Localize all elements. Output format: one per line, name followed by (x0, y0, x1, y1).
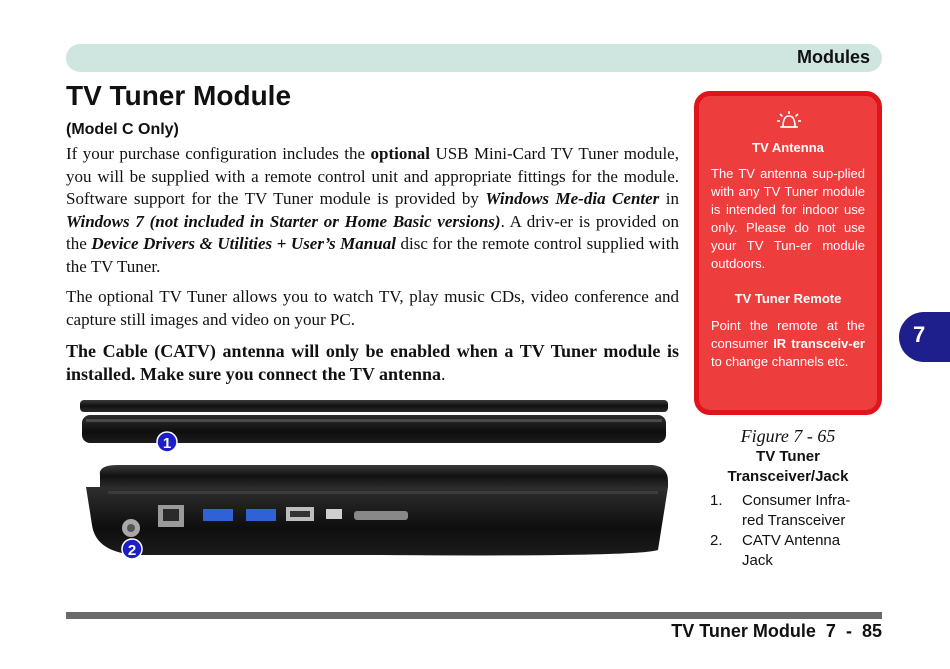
chapter-tab[interactable] (899, 312, 950, 362)
usb-port (246, 509, 276, 521)
laptop-side-view (86, 465, 668, 555)
footer-chapter: 7 (825, 621, 836, 641)
chapter-number: 7 (913, 322, 926, 347)
page-number: 85 (861, 621, 882, 641)
list-item (710, 531, 870, 571)
list-label: Consumer Infra-red Transceiver (742, 492, 851, 529)
page-title: TV Tuner Module (66, 80, 292, 111)
section-title: Modules (796, 47, 870, 67)
text-run: If your purchase configuration includes the (66, 144, 371, 163)
text-run: to change channels etc. (711, 354, 849, 369)
list-item (710, 491, 870, 531)
note-box (694, 91, 882, 415)
callout-label: 2 (127, 542, 137, 559)
text-run: . (441, 364, 446, 384)
callout-1 (157, 432, 177, 452)
text-run: . A driv-er is provided on the (66, 211, 679, 253)
firewire-port (326, 509, 342, 519)
text-run-bold: The Cable (CATV) antenna will only be enabled when a TV Tuner module is installed. Make sure you connect the TV antenna (66, 341, 679, 384)
footer-separator: - (845, 621, 852, 641)
header-bar (66, 44, 882, 72)
alert-icon (776, 110, 802, 132)
text-run: disc for the remote control supplied with the TV Tuner. (66, 234, 679, 276)
text-run: Point the remote at the consumer (711, 318, 865, 351)
figure-title-line2: Transceiver/Jack (727, 468, 849, 485)
remote-note (711, 317, 865, 371)
antenna-heading: TV Antenna (752, 140, 824, 155)
list-label: CATV Antenna Jack (742, 532, 841, 569)
model-subtitle: (Model C Only) (66, 121, 179, 138)
remote-heading: TV Tuner Remote (734, 291, 842, 306)
figure-legend (710, 491, 870, 571)
list-number: 1. (710, 492, 723, 509)
antenna-note: The TV antenna sup-plied with any TV Tuner module is intended for indoor use only. Please do not use your TV Tun-er module outdoors. (711, 166, 865, 271)
usb-port (203, 509, 233, 521)
callout-label: 1 (162, 435, 172, 452)
text-run: USB Mini-Card TV Tuner module, you will be supplied with a remote control unit and appropriate fittings for the module. Software support for the TV Tuner module is provided by (66, 144, 679, 208)
text-run-emphasis: Device Drivers & Utilities + User’s Manual (91, 234, 396, 253)
text-run-emphasis: Windows Me-dia Center (485, 189, 660, 208)
figure-caption (696, 426, 880, 487)
figure-title-line1: TV Tuner (756, 448, 820, 465)
features-paragraph: The optional TV Tuner allows you to watch TV, play music CDs, video conference and capture still images and video on your PC. (66, 287, 679, 329)
list-number: 2. (710, 532, 723, 549)
text-run-bold: optional (370, 144, 431, 163)
card-reader-slot (354, 511, 408, 520)
page-footer (671, 621, 882, 642)
warning-paragraph (66, 340, 679, 386)
text-run: in (659, 189, 679, 208)
callout-2 (122, 539, 142, 559)
footer-bar (66, 612, 882, 619)
laptop-figure (78, 395, 670, 575)
figure-number: Figure 7 - 65 (740, 426, 836, 446)
text-run-emphasis: Windows 7 (not included in Starter or Home Basic versions) (66, 211, 501, 231)
text-run-bold: IR transceiv-er (773, 336, 865, 351)
footer-title: TV Tuner Module (671, 621, 816, 641)
intro-paragraph (66, 143, 679, 278)
